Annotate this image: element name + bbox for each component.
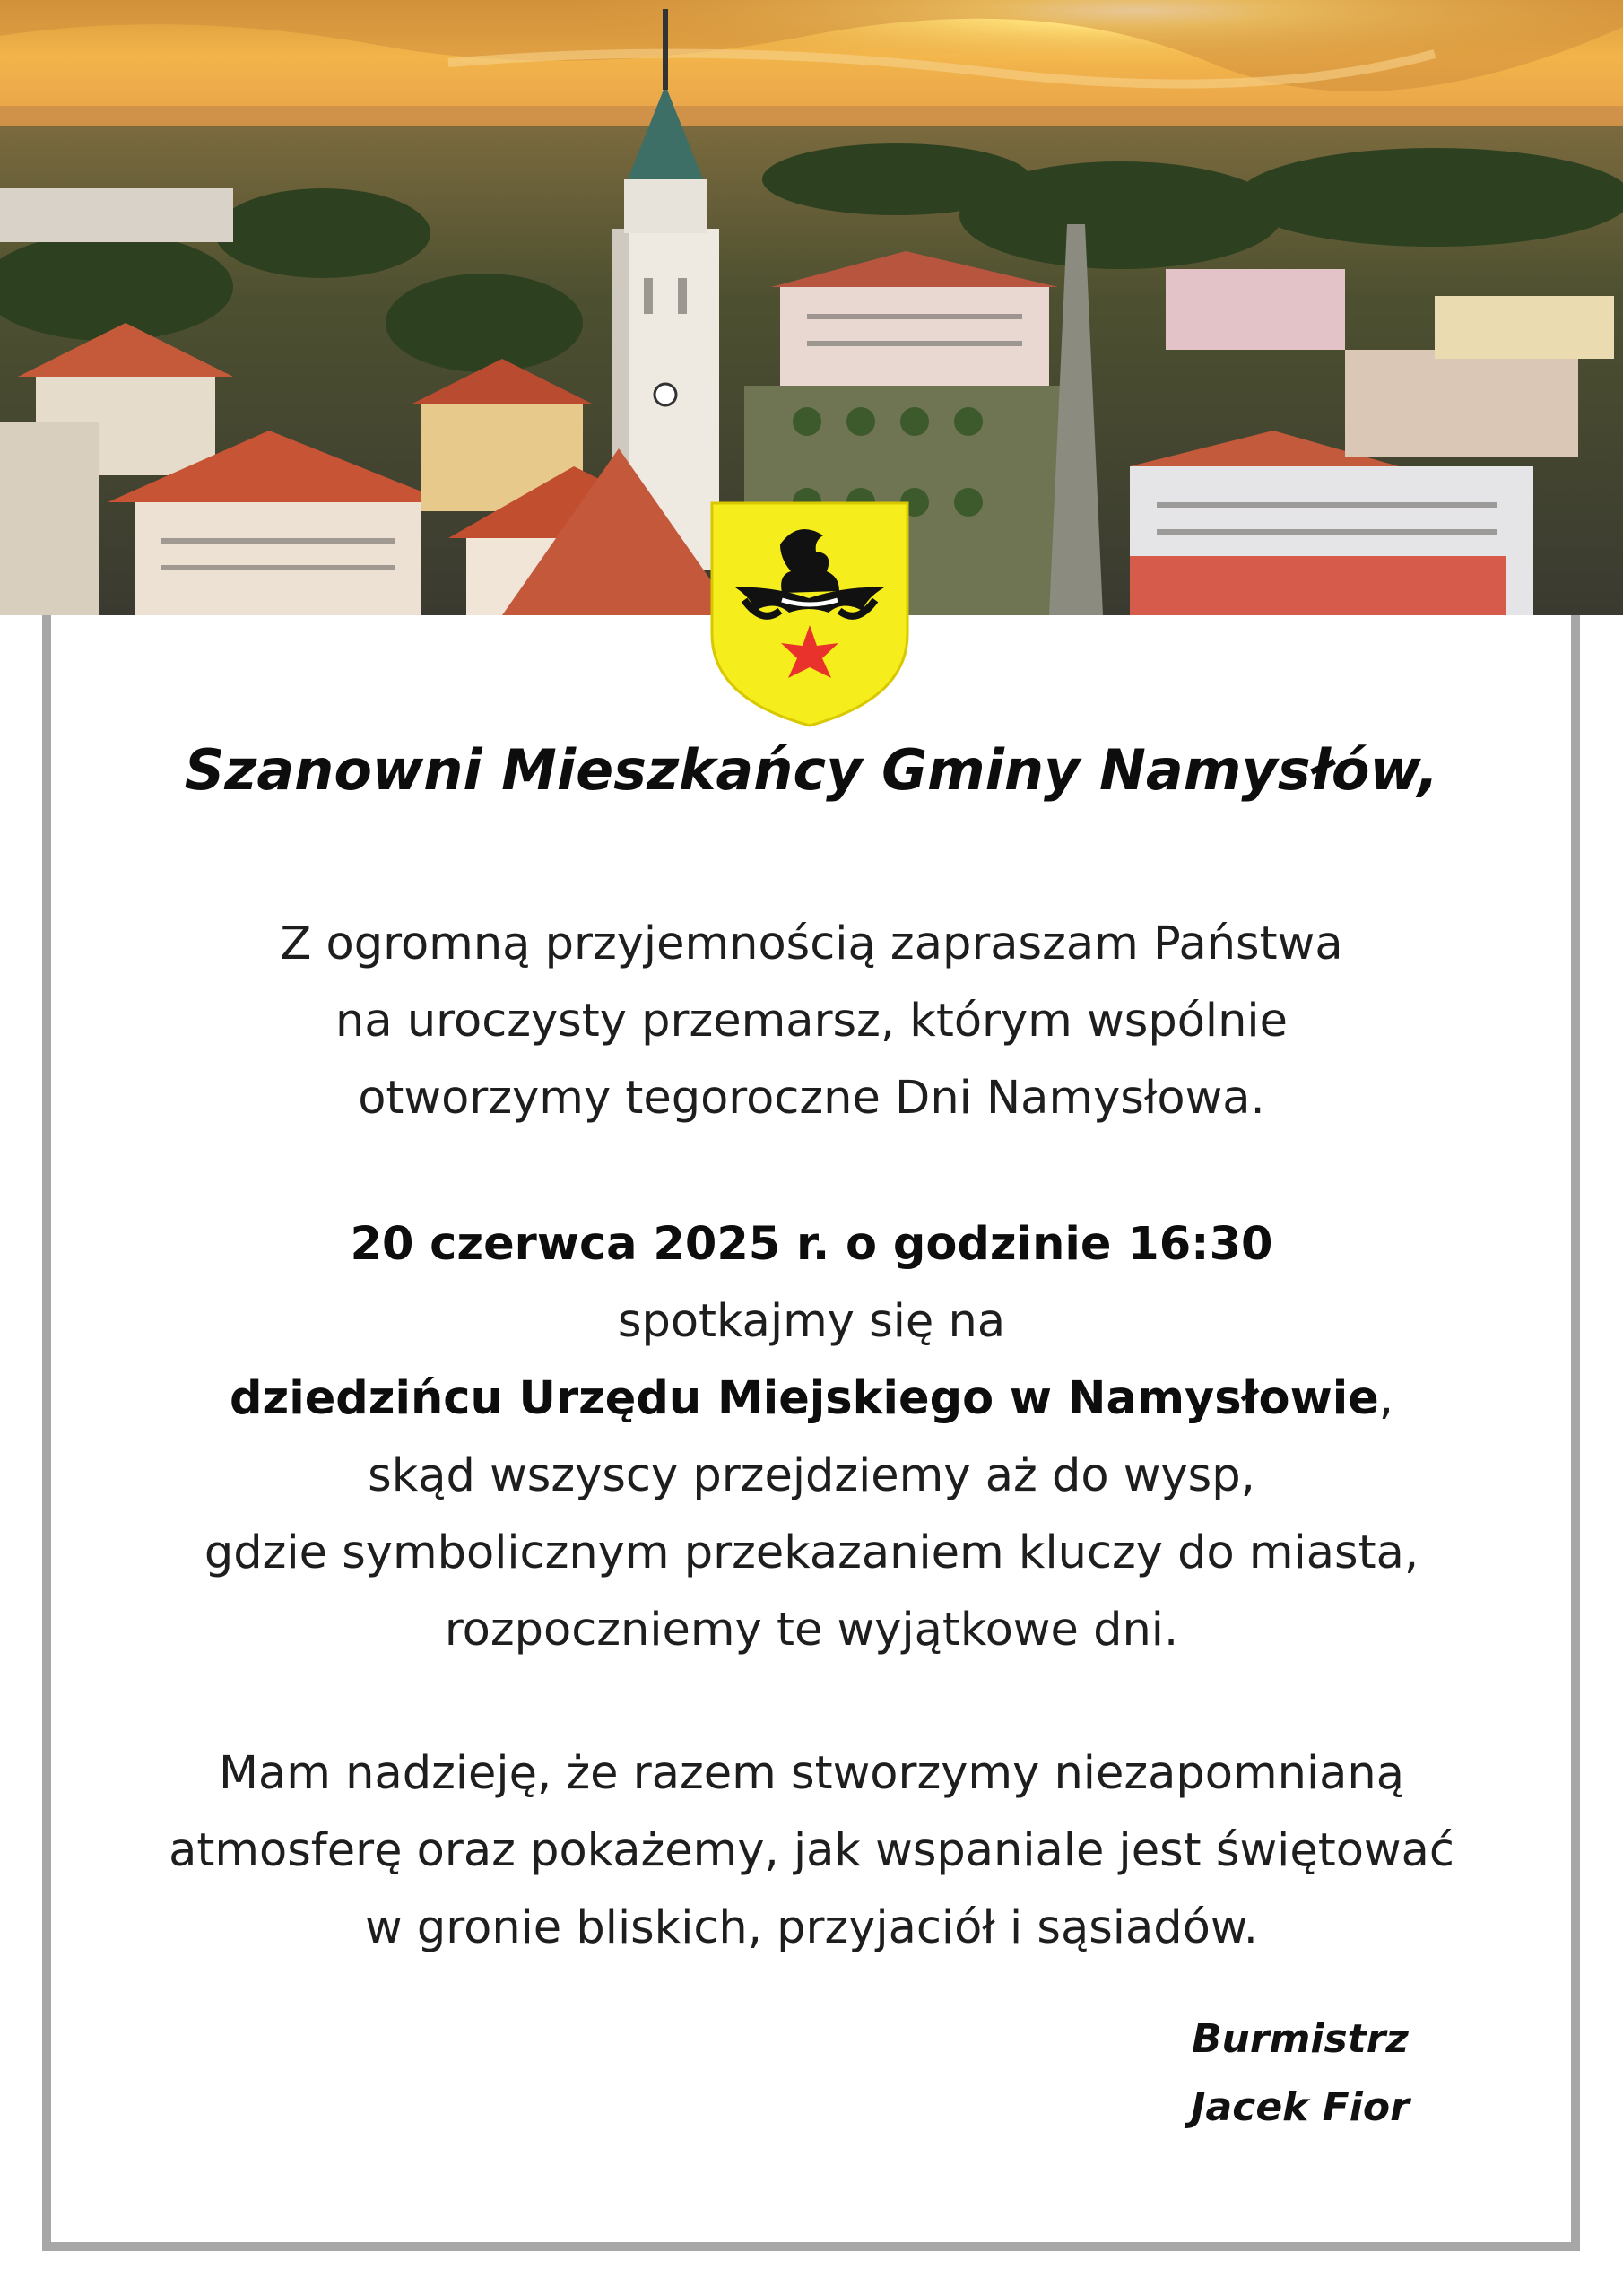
closing-line: atmosferę oraz pokażemy, jak wspaniale jest świętować: [169, 1824, 1454, 1877]
closing-paragraph: [90, 1735, 1533, 1967]
event-paragraph: [90, 1206, 1533, 1669]
signature-title: Burmistrz: [1191, 2016, 1410, 2062]
closing-line: w gronie bliskich, przyjaciół i sąsiadów.: [364, 1901, 1259, 1954]
invite-line: otworzymy tegoroczne Dni Namysłowa.: [358, 1072, 1265, 1125]
signature: [1094, 2005, 1506, 2142]
closing-line: Mam nadzieję, że razem stworzymy niezapomnianą: [219, 1747, 1404, 1800]
letter-greeting: Szanowni Mieszkańcy Gminy Namysłów,: [184, 737, 1439, 803]
signature-name: Jacek Fior: [1191, 2084, 1410, 2130]
meeting-place-comma: ,: [1378, 1372, 1393, 1425]
meeting-place-line: [90, 1361, 1533, 1438]
route-line: skąd wszyscy przejdziemy aż do wysp,: [368, 1449, 1255, 1502]
coat-of-arms: [708, 500, 911, 729]
eagle-and-star-coat-of-arms-icon: [708, 500, 911, 729]
route-line: rozpoczniemy te wyjątkowe dni.: [444, 1604, 1179, 1657]
invite-line: na uroczysty przemarsz, którym wspólnie: [335, 995, 1288, 1048]
meet-line: spotkajmy się na: [617, 1295, 1006, 1348]
invite-line: Z ogromną przyjemnością zapraszam Państwa: [280, 918, 1343, 970]
route-line: gdzie symbolicznym przekazaniem kluczy do miasta,: [204, 1526, 1419, 1579]
event-datetime: 20 czerwca 2025 r. o godzinie 16:30: [350, 1218, 1273, 1271]
meeting-place: dziedzińcu Urzędu Miejskiego w Namysłowie: [230, 1372, 1379, 1425]
invite-paragraph: [90, 906, 1533, 1137]
